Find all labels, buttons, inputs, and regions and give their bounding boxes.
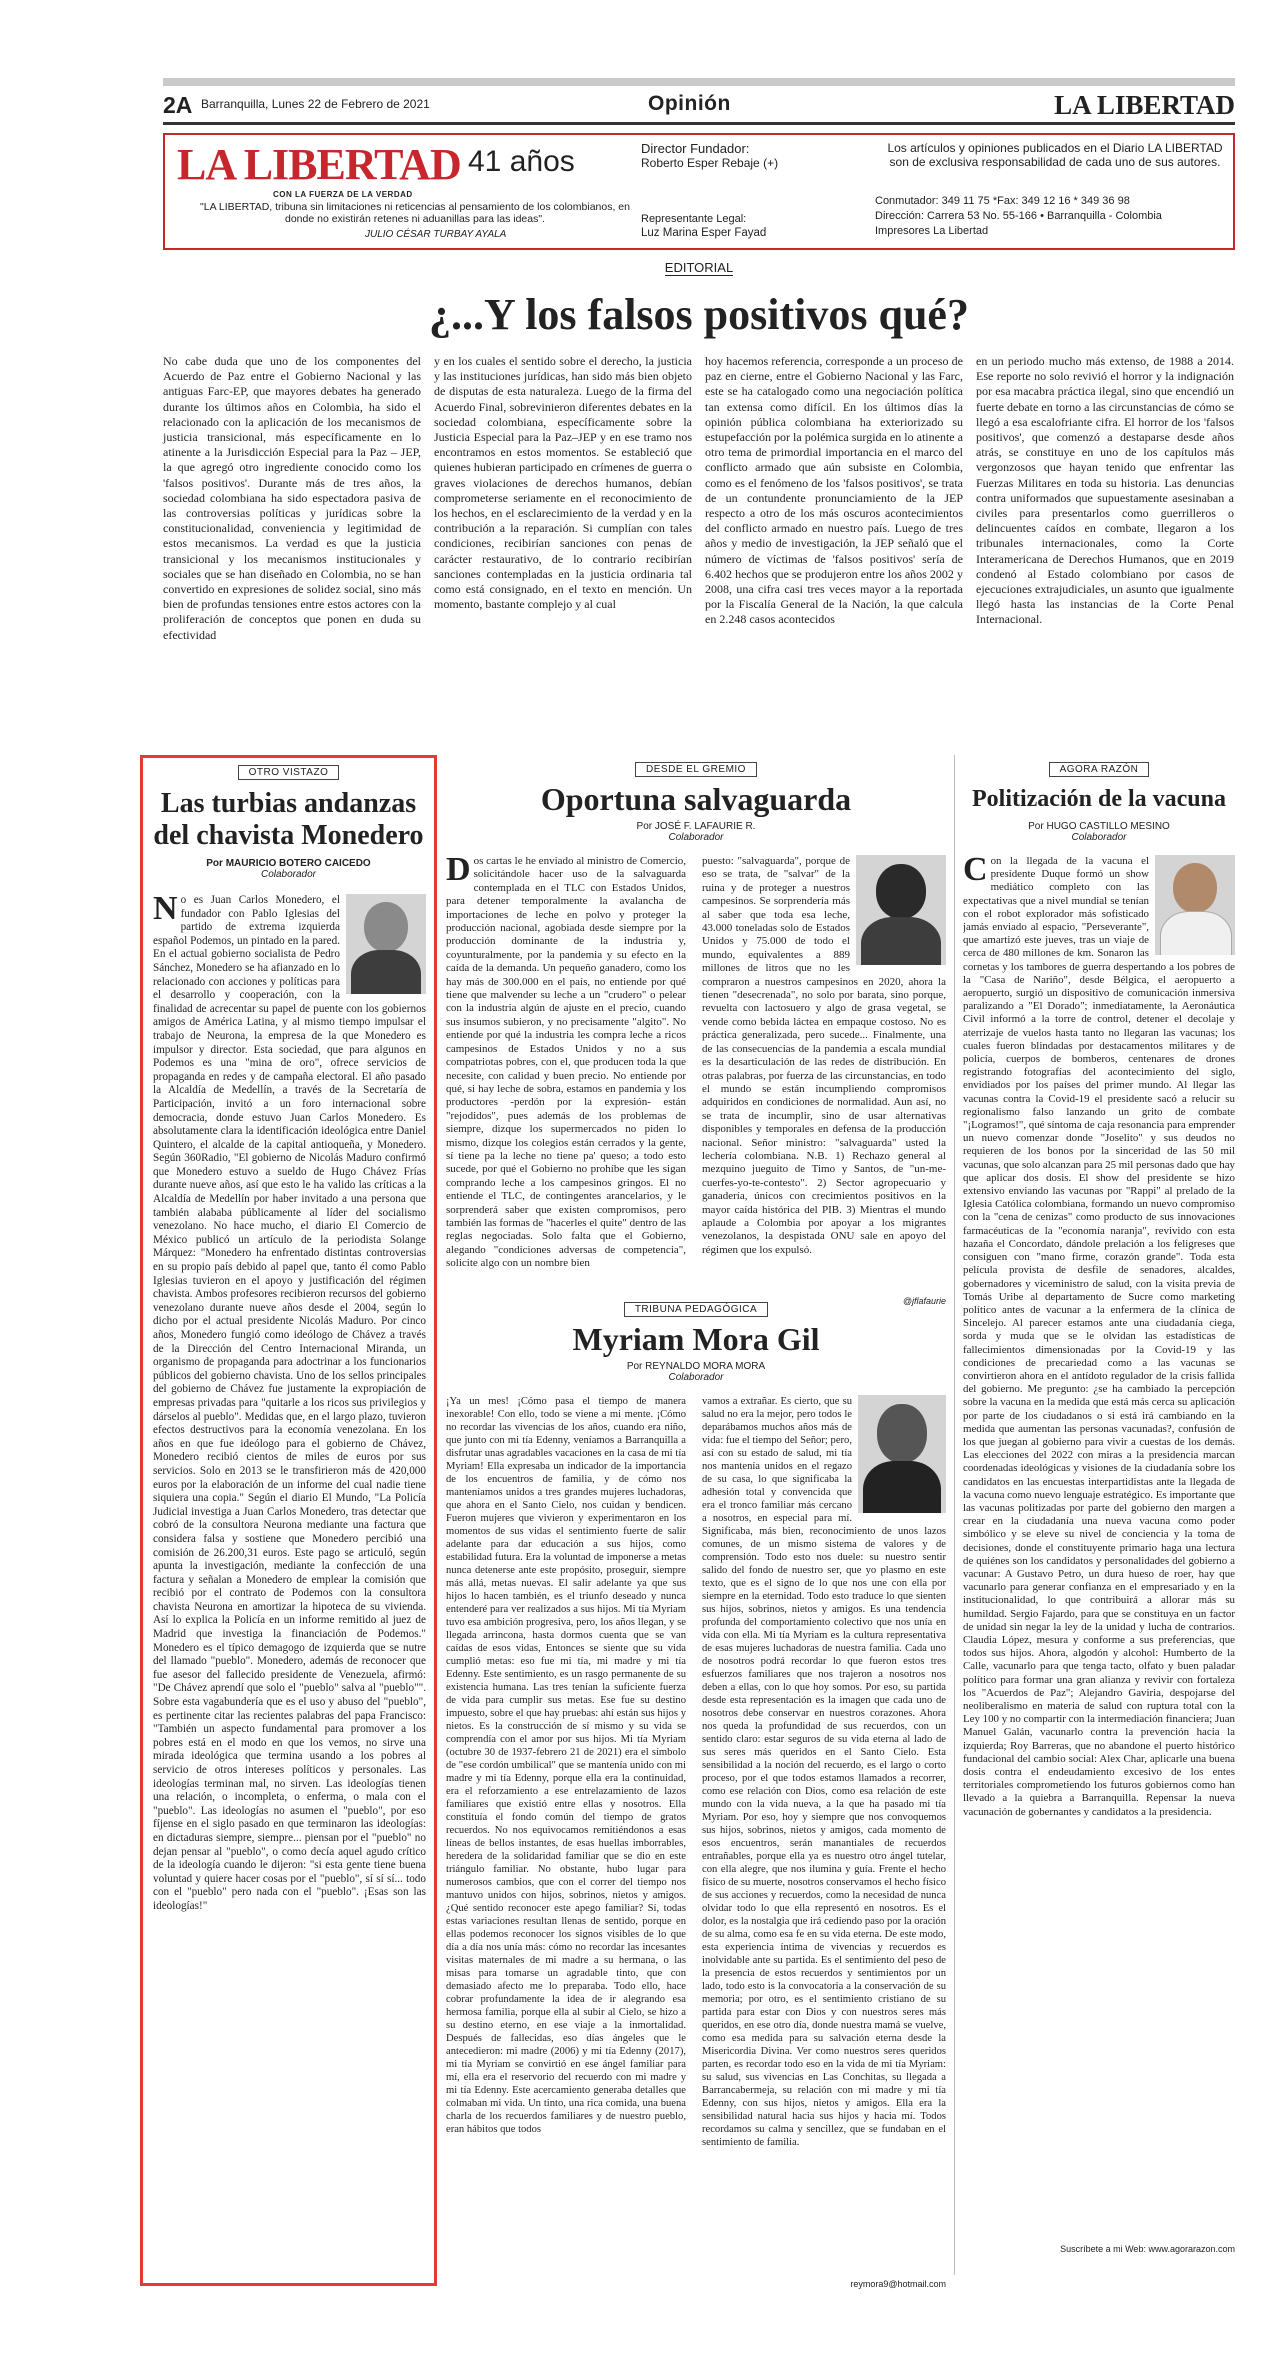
newspaper-page: [153, 78, 1235, 2289]
article-title: Myriam Mora Gil: [572, 1321, 820, 1357]
article-byline: Por REYNALDO MORA MORA: [626, 1361, 766, 1372]
article-role: Colaborador: [668, 832, 724, 843]
masthead-tagline: CON LA FUERZA DE LA VERDAD: [273, 190, 413, 199]
legal-rep-name: Luz Marina Esper Fayad: [641, 227, 767, 239]
website-footer: Suscríbete a mi Web: www.agorarazon.com: [1060, 2244, 1235, 2254]
page-header: [163, 86, 1235, 125]
article-tribuna-pedagogica: [446, 1295, 946, 2295]
editorial-column-2: y en los cuales el sentido sobre el derecho, la justicia y las instituciones jurídicas, han sido más bien objeto de disputas de esta naturaleza. Luego de la firma del Acuerdo Final, sobrevinieron diferentes debates en la sociedad colombiana, específicamente sobre la Justicia Especial para la Paz–JEP y en ese tramo nos encontramos en estos momentos. Se estableció que quienes hubieran participado en crímenes de guerra o graves violaciones de derechos humanos, debían comprometerse seriamente en el reconocimiento de los hechos, en el esclarecimiento de la verdad y en la contribución a la reparación. Si cumplían con tales condiciones, recibirían sanciones con penas de carácter restaurativo, de lo contrario recibirían sanciones contempladas en la justicia ordinaria tal como está consignado, en el texto en mención. Un momento, bastante complejo y al cual: [434, 354, 692, 612]
article-tag: AGORA RAZÓN: [1049, 762, 1150, 777]
masthead-quote-author: JULIO CÉSAR TURBAY AYALA: [365, 229, 507, 240]
article-body: No es Juan Carlos Monedero, el fundador con Pablo Iglesias del partido de extrema izquierda español Podemos, un pintado en la pared. En el actual gobierno socialista de Pedro Sánchez, Monedero se ha afianzado en lo relacionado con acciones y políticas para el desarrollo y cooperación, con la finalidad de acrecentar su papel de puente con los gobiernos amigos de América Latina, y al mismo tiempo impulsar el trabajo de Neurona, la empresa de la que Monedero es impulsor y director. Esta sociedad, que para algunos en Podemos es una "mina de oro", ofrece servicios de propaganda en redes y de campaña electoral. El año pasado la Alcaldía de Medellín, a través de la Secretaría de Participación, invitó a un foro internacional sobre democracia, donde estuvo Juan Carlos Monedero. Es absolutamente clara la identificación ideológica entre Daniel Quintero, el alcalde de la capital antioqueña, y Monedero. Según 360Radio, "El gobierno de Nicolás Maduro confirmó que Monedero estuvo a sueldo de Hugo Chávez Frías durante nueve años, así que esto le ha valido las críticas a la Alcaldía de Medellín por haber invitado a una persona que también alababa públicamente al líder del socialismo venezolano. No hace mucho, el diario El Comercio de México publicó un artículo de la periodista Solange Márquez: "Monedero ha enfrentado distintas controversias en su propio país debido al papel que, tanto él como Pablo Iglesias tuvieron en el apoyo y justificación del régimen chavista. Ambos profesores recibieron recursos del gobierno venezolano durante nueve años desde el 2004, según lo dicho por el actual presidente Nicolás Maduro. Por cinco años, Monedero fungió como ideólogo de Chávez a través de la Dirección del Centro Internacional Miranda, un organismo de propaganda para adoctrinar a los funcionarios públicos del gobierno chavista. Uno de los sellos principales del gobierno de Chávez fue justamente la expropiación de empresas privadas para "quitarle a los ricos sus privilegios y dárselos al pueblo". Medidas que, en el largo plazo, tuvieron efectos destructivos para la economía venezolana. En los años en que fue ideólogo para el gobierno de Chávez, Monedero recibió cientos de miles de euros por sus servicios. Solo en 2013 se le transfirieron más de 420,000 euros por la elaboración de un informe del cual nadie tiene siquiera una copia." Según el diario El Mundo, "La Policía Judicial investiga a Juan Carlos Monedero, tras detectar que cobró de la consultora Neurona mediante una factura que considera falsa y sostiene que Monedero percibió una comisión de 26.200,31 euros. Este pago se articuló, según apunta la investigación, mediante la confección de una factura y señalan a Monedero de emplear la comisión que recibió por el contrato de Podemos con la consultora chavista Neurona en amortizar la hipoteca de su vivienda. Así lo explica la Policía en un informe remitido al juez de Madrid que investiga la financiación de Podemos." Monedero es el típico demagogo de izquierda que se nutre del llamado "pueblo". Monedero, además de reconocer que fue asesor del fallecido presidente de Venezuela, afirmó: "De Chávez aprendí que solo el "pueblo" salva al "pueblo"". Sobre esta vagabundería que es el uso y abuso del "pueblo", es pertinente citar las recientes palabras del papa Francisco: "También un aspecto fundamental para promover a los pobres está en el modo en que los vemos, no sirve una mirada ideológica que termina usando a los pobres al servicio de otros intereses políticos y personales. Las ideologías terminan mal, no sirven. Las ideologías tienen una relación, o incompleta, o enferma, o mala con el "pueblo". Las ideologías no asumen el "pueblo", por eso fíjense en el siglo pasado en que terminaron las ideologías: en dictaduras siempre, siempre... piensan por el "pueblo" no dejan pensar al "pueblo", o como decía aquel agudo crítico de la ideología cuando le dijeron: "si esta gente tiene buena voluntad y quiere hacer cosas por el "pueblo", sí sí sí... todo con el "pueblo" pero nada con el "pueblo". ¡Esas son las ideologías!": [153, 894, 426, 1912]
article-signature: @jflafaurie: [902, 1296, 946, 1306]
dropcap: D: [446, 855, 471, 888]
author-photo: [856, 855, 946, 965]
article-tag: TRIBUNA PEDAGÓGICA: [624, 1302, 768, 1317]
director-label: Director Fundador:: [641, 141, 750, 156]
masthead-years: 41 años: [468, 145, 575, 178]
article-title: Las turbias andanzas del chavista Monedero: [153, 788, 424, 851]
edition-date: Barranquilla, Lunes 22 de Febrero de 2021: [201, 97, 430, 111]
masthead: [163, 133, 1235, 250]
article-signature: reymora9@hotmail.com: [850, 2279, 946, 2289]
masthead-quote: "LA LIBERTAD, tribuna sin limitaciones ni reticencias al pensamiento de los colombianos, en donde no existirán retenes ni aduanillas para las ideas".: [200, 201, 630, 225]
editorial-label: EDITORIAL: [664, 260, 734, 275]
author-photo: [858, 1395, 946, 1513]
dropcap: N: [153, 894, 178, 927]
dropcap: C: [963, 855, 988, 888]
article-otro-vistazo: [140, 755, 437, 2286]
article-body-left: Dos cartas le he enviado al ministro de Comercio, solicitándole hacer uso de la salvaguarda contemplada en el TLC con Estados Unidos, para detener temporalmente la avalancha de importaciones de leche en polvo y proteger la producción nacional, agobiada desde siempre por la producción dominante de la industria y, coyunturalmente, por la pandemia y su efecto en la caída de la demanda. Un pequeño ganadero, como los hay más de 300.000 en el país, no entiende por qué tiene que malvender su leche a un "crudero" o pelear con la industria algún de ajuste en el precio, cuando sus insumos subieron, y no precisamente "algito". No entiende por qué la industria les compra leche a ricos campesinos de Estados Unidos y no a sus compatriotas pobres, con el, que producen toda la que necesite, con calidad y buen precio. No entiende por qué, si hay leche de sobra, estamos en pandemia y los productores -perdón por la expresión- están "rejodidos", pues además de los problemas de siempre, dizque los supermercados no piden lo mismo, dizque los colegios están cerrados y la gente, sí tiene pa la leche no tiene pa' queso; a todo esto sucede, por qué el Gobierno no prohíbe que les sigan comprando leche a los campesinos gringos. El no entiende el TLC, de contingentes arancelarios, y le sorprenderá saber que existen compromisos, pero también las formas de "hacerles el quite" dentro de las reglas negociadas. Solo falta que el Gobierno, alegando "condiciones adversas de competencia", solicite algo con un nombre bien: [446, 855, 686, 1270]
editorial-column-4: en un periodo mucho más extenso, de 1988 a 2014. Ese reporte no solo revivió el horror y la indignación por esa macabra práctica ilegal, sino que encendió un fuerte debate en torno a las circunstancias de cómo se llegó a esa escalofriante cifra. El horror de los 'falsos positivos', que comenzó a destaparse desde años atrás, se constituye en uno de los capítulos más vergonzosos que hayan tenido que enfrentar las Fuerzas Militares en toda su historia. Las denuncias contra uniformados que supuestamente asesinaban a civiles para presentarlos como guerrilleros o delincuentes caídos en combate, llegaron a los tribunales internacionales, como la Corte Interamericana de Derechos Humanos, que en 2019 condenó al Estado colombiano por casos de ejecuciones extrajudiciales, un asunto que igualmente llegó hasta las instancias de la Corte Penal Internacional.: [976, 354, 1234, 627]
article-byline: Por MAURICIO BOTERO CAICEDO: [206, 858, 371, 869]
article-body-right: vamos a extrañar. Es cierto, que su salud no era la mejor, pero todos le deparábamos muchos años más de vida: fue el tiempo del Señor; pero, así con su estado de salud, mi tía nos mantenía unidos en el regazo de su casa, lo que significaba la adhesión total y convencida que era el tronco familiar más cercano a nosotros, en especial para mí. Significaba, más bien, reconocimiento de unos lazos comunes, de un mismo sistema de valores y de comprensión. Todo esto nos duele: su nuestro sentir salido del fondo de nuestro ser, que yo plasmo en este texto, que es el signo de lo que nos une con ella por siempre en la eternidad. Todo esto traduce lo que sienten sus hijos, sobrinos, nietos y amigos. Es una tendencia profunda del comportamiento colectivo que nos unía en vida con ella. Mi tía Myriam es la cultura representativa de esas mujeres luchadoras de nuestra familia. Cada uno de nosotros podrá recordar lo que fueron estos tres esfuerzos familiares que nos trajeron a nosotros nos deben a ellas, con lo que hoy somos. Por eso, su partida desde esta representación es la imagen que cada uno de nosotros debe conservar en nuestros corazones. Ahora nos queda la profundidad de sus recuerdos, con un sentido claro: estar seguros de su vida eterna al lado de sus seres más queridos en el Santo Cielo. Esta sensibilidad a la noción del recuerdo, es el largo o corto proceso, por el que todos estamos llamados a recorrer, como ese relación con Dios, como esa relación de este mundo con la vida nueva, a la que ha pasado mi tía Myriam. Por eso, hoy y siempre que nos convoquemos sus hijos, sobrinos, nietos y amigos, cada momento de esos encuentros, serán manantiales de recuerdos entrañables, porque ella ya es nuestro otro ángel tutelar, con ella alegre, que nos ilumina y guía. Frente el hecho físico de su muerte, nosotros conservamos el hecho físico de sus acciones y recuerdos, como la necesidad de nunca olvidar todo lo que ella representó en nosotros. Es el dolor, es la nostalgia que irá cediendo paso por la oración de su alma, como esa fe en su vida eterna. De este modo, esta experiencia íntima de vivencias y recuerdos es inolvidable ante su partida. Es el sentimiento del peso de la presencia de estos recuerdos y sentimientos por un lado, todo esto is la convocatoria a la conservación de su memoria; por otro, es el sentimiento cristiano de su partida para estar con Dios y con nuestros seres más queridos, en ese otro día, donde nuestra mamá se vuelve, como esa medida para su salvación eterna desde la Misericordia Divina. Ver como nuestros seres queridos parten, es recordar todo eso en la vida de mi tía Myriam: su salud, sus vivencias en Las Conchitas, su llegada a Barrancabermeja, su relación con mi madre y mi tía Edenny, con sus hijos, nietos y amigos. Ella era la sensibilidad natural hacia sus hijos y hacia mí. Todos recordamos su calma y sencillez, que se fundaban en el sentimiento de familia.: [702, 1396, 946, 2148]
article-role: Colaborador: [1071, 832, 1127, 843]
director-name: Roberto Esper Rebaje (+): [641, 156, 779, 170]
article-body-right: puesto: "salvaguarda", porque de eso se trata, de "salvar" de la ruina y de proteger a nuestros campesinos. Se sorprendería más al saber que toda esa leche, 43.000 toneladas solo de Estados Unidos y 75.000 de todo el mundo, equivalentes a 889 millones de litros que no les compraron a nuestros campesinos en 2020, ahora la tienen "desecrenada", no solo por barata, sino porque, revuelta con lactosuero y algo de grasa vegetal, se vende como bebida láctea en empaque costoso. No es práctica generalizada, pero sucede... Finalmente, una de las consecuencias de la pandemia a escala mundial es la desarticulación de las redes de distribución. En otras palabras, por fuerza de las circunstancias, en todo el mundo se están incumpliendo compromisos adquiridos en condiciones de normalidad. Aun así, no se trata de incumplir, sino de usar alternativas disponibles y temporales en defensa de la producción nacional. Señor ministro: "salvaguarda" usted la lechería colombiana. N.B. 1) Rechazo general al mezquino jueguito de Timo y Santos, de "un-me-cuerfes-yo-te-contesto". 2) Sector agropecuario y ganadería, únicos con crecimientos positivos en la mayor caída histórica del PIB. 3) Mientras el mundo aplaude a Colombia por apoyar a los migrantes venezolanos, la despistada ONU sale en apoyo del régimen que los expulsó.: [702, 855, 946, 1256]
article-byline: Por HUGO CASTILLO MESINO: [1028, 821, 1170, 832]
editorial-column-1: No cabe duda que uno de los componentes del Acuerdo de Paz entre el Gobierno Nacional y las antiguas Farc-EP, que mayores debates ha generado durante los últimos años en Colombia, ha sido el relacionado con la aplicación de los mecanismos de justicia transicional, más específicamente en lo atinente a la Jurisdicción Especial para la Paz – JEP, la que agregó otro ingrediente conocido como los 'falsos positivos'. Durante más de tres años, la sociedad colombiana ha sido espectadora pasiva de las controversias políticas y jurídicas sobre la constitucionalidad, conveniencia y legitimidad de estos mecanismos. La verdad es que la justicia transicional y los mecanismos institucionales y sociales que se han diseñado en Colombia, no se han convertido en expresiones de solidez social, sino más bien de profundas tensiones entre estos actores con la proliferación de conceptos que ponen en duda su efectividad: [163, 354, 421, 642]
author-photo: [346, 894, 426, 994]
contact-info: [875, 194, 1162, 239]
disclaimer: Los artículos y opiniones publicados en el Diario LA LIBERTAD son de exclusiva responsabilidad de cada uno de sus autores.: [887, 141, 1223, 169]
article-role: Colaborador: [668, 1372, 724, 1383]
address: Dirección: Carrera 53 No. 55-166 • Barranquilla - Colombia: [875, 210, 1162, 222]
article-body: Con la llegada de la vacuna el presidente Duque formó un show mediático completo con las expectativas que a nivel mundial se tenían con el robot explorador más sofisticado jamás enviado al espacio, "Perseverante", que amartizó este jueves, tras un viaje de cerca de 480 millones de km. Sonaron las cornetas y los tambores de guerra despertando a los pobres de la "Casa de Nariño", desde Bélgica, el aeropuerto a aeropuerto, surgió un dispositivo de comunicación inmersiva paralizando a "El Dorado"; inmediatamente, la Aeronáutica Civil informó a la torre de control, detener el decolaje y aterrizaje de vuelos hasta tanto no llegaran las vacunas; los cuales fueron blindadas por destacamentos militares y de policía, cuerpos de bomberos, centenares de drones registrando fotografías del acontecimiento del siglo, envidiados por los países del primer mundo. Al llegar las vacunas contra la Covid-19 el presidente sacó a relucir su regionalismo falso lanzando un grito de combate "¡Logramos!", qué síntoma de caja resonancia para emprender un nuevo comenzar donde "Joselito" y sus deudos no requieren de los bonos por la sinceridad de las 50 mil vacunas, que solo alcanzan para 25 mil personas dado que hay que aplicar dos dosis. El show del presidente se hizo extensivo enviando las vacunas por "Rappi" al prelado de la Iglesia Católica colombiana, formando un nuevo compromiso con la "cena de cenizas" como producto de sus innovaciones farmacéuticas de la "economía naranja", revivido con esta hazaña el Concordato, dándole prelación a los feligreses que consiguen con "mano firme, corazón grande". Toda esta película provista de desfile de senadores, alcaldes, gobernadores y viceministro de salud, con la visita previa de Tomás Uribe al departamento de Sucre como marketing político antes de vacunar a la enfermera de la clínica de Sincelejo. Al parecer estamos ante una ciudadanía ciega, sorda y muda que se le olvidan las estadísticas de fallecimientos dimensionadas por la Covid-19 y las condiciones de precariedad como a las vacunas se convirtieron ahora en el antídoto regulador de la crisis fallida del gobierno. Me pregunto: ¿se ha cambiado la percepción sobre la vacuna en la medida que está más cerca su aplicación por parte de los ciudadanos o si está irá cambiando en la medida que aumentan las personas vacunadas?, confusión de los que juegan al gobierno para vivir a cuestas de los demás. Las elecciones del 2022 con miras a la presidencia marcan coordenadas ideológicas y visiones de la ciudadanía sobre los candidatos en las encuestas interpartidistas ante la llegada de la vacuna como nuevo lenguaje estratégico. Es importante que las vacunas politizadas por parte del gobierno den margen a crear en la ciudadanía una nueva vacuna como poder simbólico y se eleve su nivel de conciencia y la toma de decisiones, donde el constituyente primario haga una lectura de quiénes son los candidatos y personalidades del gobierno a vacunar: A Gustavo Petro, un dura hueso de roer, hay que vacunarlo para generar confianza en el empresariado y en la institucionalidad, lo que contribuirá a allorar más su humildad. Sergio Fajardo, para que se constituya en un factor de unidad sin negar la ley de la unidad y lucha de contrarios. Claudia López, mesura y conforme a sus preferencias, que todos sus hijos. Ahora, algodón y alcohol: Humberto de la Calle, vacunarlo para que tenga tacto, olfato y buen paladar político para formar una gran alianza y revivir con fortaleza los "Acuerdos de Paz"; Alejandro Gaviria, despojarse del neoliberalismo en materia de salud con ruptura total con la Ley 100 y no compartir con la intermediación financiera; Juan Manuel Galán, vacunarlo contra la prevención hacia la izquierda; Roy Barreras, que no abandone el puerto histórico fundacional del cambio social: Alex Char, aplicarle una buena dosis contra el endeudamiento excesivo de los entes territoriales comprometiendo los futuros gobiernos como han llevado a la quiebra a Barranquilla. Repensar la nueva vacunación de gobernantes y candidatos a la presidencia.: [963, 855, 1235, 1818]
page-number: 2A: [163, 92, 193, 118]
editorial-body: [163, 354, 1235, 734]
article-tag: OTRO VISTAZO: [238, 765, 340, 780]
article-byline: Por JOSÉ F. LAFAURIE R.: [636, 821, 756, 832]
phones: Conmutador: 349 11 75 *Fax: 349 12 16 * 349 36 98: [875, 195, 1130, 207]
legal-rep-label: Representante Legal:: [641, 213, 747, 225]
article-tag: DESDE EL GREMIO: [635, 762, 757, 777]
article-agora-razon: [963, 755, 1235, 2254]
article-title: Politización de la vacuna: [972, 786, 1226, 812]
article-title: Oportuna salvaguarda: [540, 781, 852, 817]
author-photo: [1155, 855, 1235, 955]
section-name: Opinión: [648, 92, 731, 115]
masthead-logo: LA LIBERTAD: [177, 140, 461, 189]
columns-section: [153, 755, 1235, 2289]
brand-name: LA LIBERTAD: [1054, 90, 1235, 120]
editorial-column-3: hoy hacemos referencia, corresponde a un proceso de paz en cierne, entre el Gobierno Nacional y las Farc, este se ha catalogado como una negociación política tan extensa como difícil. En los últimos días la opinión pública colombiana ha exteriorizado su estupefacción por la polémica surgida en lo atinente a otro tema de primordial importancia en el marco del conflicto armado que aún subsiste en Colombia, como es el fenómeno de los 'falsos positivos', se trata de un contundente pronunciamiento de la JEP respecto a otro de los más oscuros acontecimientos del conflicto armado en nuestro país. Luego de tres años y medio de investigación, la JEP señaló que el número de víctimas de 'falsos positivos' sería de 6.402 hechos que se produjeron entre los años 2002 y 2008, una cifra casi tres veces mayor a la reportada por la Fiscalía General de la Nación, la que calcula en 2.248 casos acontecidos: [705, 354, 963, 627]
article-role: Colaborador: [260, 869, 317, 880]
printer: Impresores La Libertad: [875, 225, 989, 237]
article-desde-el-gremio: [446, 755, 946, 1310]
editorial-title: ¿...Y los falsos positivos qué?: [429, 290, 969, 339]
article-body-left: ¡Ya un mes! ¡Cómo pasa el tiempo de manera inexorable! Con ello, todo se viene a mi mente. ¡Cómo no recordar las vivencias de los años, cuando era niño, que junto con mi tía Edenny, veníamos a Barranquilla a disfrutar unas agradables vacaciones en la casa de mi tía Myriam! Ella expresaba un indicador de la importancia de los encuentros de familia, y de cómo nos manteníamos unidos a tres grandes mujeres luchadoras, que ahora en el Santo Cielo, nos cuidan y bendicen. Fueron mujeres que vivieron y experimentaron en los momentos de sus vidas el sentimiento fuerte de salir adelante para dar educación a sus hijos, como estabilidad futura. Era la voluntad de imponerse a metas nunca detenerse ante este propósito, proseguir, siempre más allá, metas nuevas. El salir adelante ya que sus hijos lo hacen también, es el triunfo deseado y nunca entenderé para ver realizados a sus hijos. Mi tía Myriam tuvo esa ambición progresiva, pero, los años llegan, y se llegada arrincona, hasta dormos cuenta que se van caídas de esos vidas, Entonces se siente que su vida cumplió metas: eso fue mi tía, mi madre y mi tía Edenny. Este sentimiento, es un rasgo permanente de su existencia humana. Las tres tenían la suficiente fuerza de vida para cumplir sus metas. Ese fue su destino impuesto, sobre el que hay pruebas: ahí están sus hijos y nietos. Es la construcción de sí mismo y su vida se comprendía con el amor por sus hijos. Mi tía Myriam (octubre 30 de 1937-febrero 21 de 2021) era el símbolo de "ese cordón umbilical" que se mantenía unido con mi madre y mi tía Edenny, porque ella era la continuidad, era el reforzamiento a ese entrelazamiento de lazos familiares que existió entre ellas y nosotros. Ella constituía el fondo común del tiempo de gratos recuerdos. No nos equivocamos remitiéndonos a esas líneas de bellos instantes, de esas huellas imborrables, heredera de la solidaridad familiar que se dio en este triángulo familiar. No obstante, hubo lugar para numerosos cambios, que con el correr del tiempo nos mantuvo unidos con hijos, sobrinos, nietos y amigos. ¿Qué sentido reconocer este apego familiar? Sí, todas estas variaciones resultan llenas de sentido, porque en ellas podemos reconocer los signos visibles de lo que día a día nos unía más: cómo no recordar las incesantes visitas maternales de mi madre a su hermana, o las misas para tomarse un agradable tinto, que con demasiado afecto me lo preparaba. Todo ello, hace cobrar profundamente la idea de ir alegrando esa hermosa familia, porque ella al subir al Cielo, se hizo a su destino eterno, en ese viaje a la inmortalidad. Después de fallecidas, eso días ángeles que le antecedieron: mi madre (2006) y mi tía Edenny (2017), mi tía Myriam se convirtió en ese ángel familiar para mí, ella era el reservorio del recuerdo con mi madre y mi tía Edenny. Este acercamiento generaba detalles que colmaban mi vida. Un tinto, una rica comida, una buena charla de los recuerdos familiares y de nuestro pueblo, eran hábitos que todos: [446, 1396, 686, 2135]
column-divider: [954, 755, 955, 2275]
top-bar: [163, 78, 1235, 86]
